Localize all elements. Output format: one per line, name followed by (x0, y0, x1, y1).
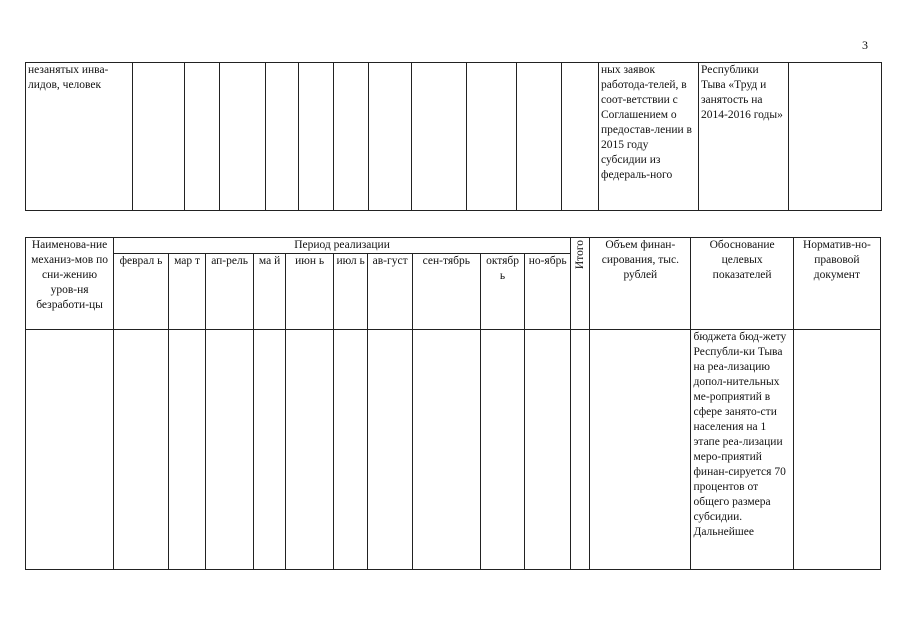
body-empty-cell (368, 330, 413, 570)
top-empty-cell (133, 63, 185, 211)
top-empty-cell (299, 63, 334, 211)
page-number: 3 (862, 38, 868, 52)
header-justification: Обоснование целевых показателей (691, 238, 793, 330)
month-header: сен-тябрь (412, 254, 480, 330)
top-empty-cell (185, 63, 220, 211)
top-empty-cell (562, 63, 599, 211)
body-empty-cell (26, 330, 114, 570)
month-header: ап-рель (206, 254, 254, 330)
header-period: Период реализации (114, 238, 571, 254)
top-empty-cell (517, 63, 562, 211)
body-empty-cell (590, 330, 691, 570)
body-empty-cell (286, 330, 334, 570)
body-empty-cell (525, 330, 571, 570)
header-total-text: Итого (573, 240, 586, 270)
top-empty-cell (220, 63, 266, 211)
main-table (25, 237, 881, 570)
month-header: октябр ь (480, 254, 525, 330)
month-header: феврал ь (114, 254, 169, 330)
body-empty-cell (168, 330, 205, 570)
month-header: мар т (168, 254, 205, 330)
month-header: ав-густ (368, 254, 413, 330)
month-header: ма й (253, 254, 285, 330)
top-empty-cell (266, 63, 299, 211)
body-empty-cell (570, 330, 589, 570)
top-empty-cell (334, 63, 369, 211)
month-header: июл ь (333, 254, 367, 330)
body-empty-cell (253, 330, 285, 570)
top-table (25, 62, 882, 211)
top-first-cell: незанятых инва-лидов, человек (26, 63, 133, 211)
body-empty-cell (114, 330, 169, 570)
body-empty-cell (412, 330, 480, 570)
top-reason-cell: ных заявок работода-телей, в соот-ветствии с Соглашением о предостав-лении в 2015 году субсидии из федераль-ного (599, 63, 699, 211)
top-empty-cell (412, 63, 467, 211)
header-mechanism-name: Наименова-ние механиз-мов по сни-жению уров-ня безработи-цы (26, 238, 114, 330)
top-normative-cell: Республики Тыва «Труд и занятость на 2014-2016 годы» (699, 63, 789, 211)
month-header: но-ябрь (525, 254, 571, 330)
top-empty-cell (369, 63, 412, 211)
body-empty-cell (206, 330, 254, 570)
header-total (570, 238, 589, 330)
header-normative: Норматив-но-правовой документ (793, 238, 880, 330)
body-empty-cell (793, 330, 880, 570)
top-empty-cell (467, 63, 517, 211)
justification-body-cell: бюджета бюд-жету Республи-ки Тыва на реа-лизацию допол-нительных ме-роприятий в сфере занято-сти населения на 1 этапе реа-лизации меро-приятий финан-сируется 70 процентов от общего размера субсидии. Дальнейшее (691, 330, 793, 570)
body-empty-cell (480, 330, 525, 570)
header-financing: Объем финан-сирования, тыс. рублей (590, 238, 691, 330)
top-empty-cell (789, 63, 882, 211)
body-empty-cell (333, 330, 367, 570)
month-header: июн ь (286, 254, 334, 330)
